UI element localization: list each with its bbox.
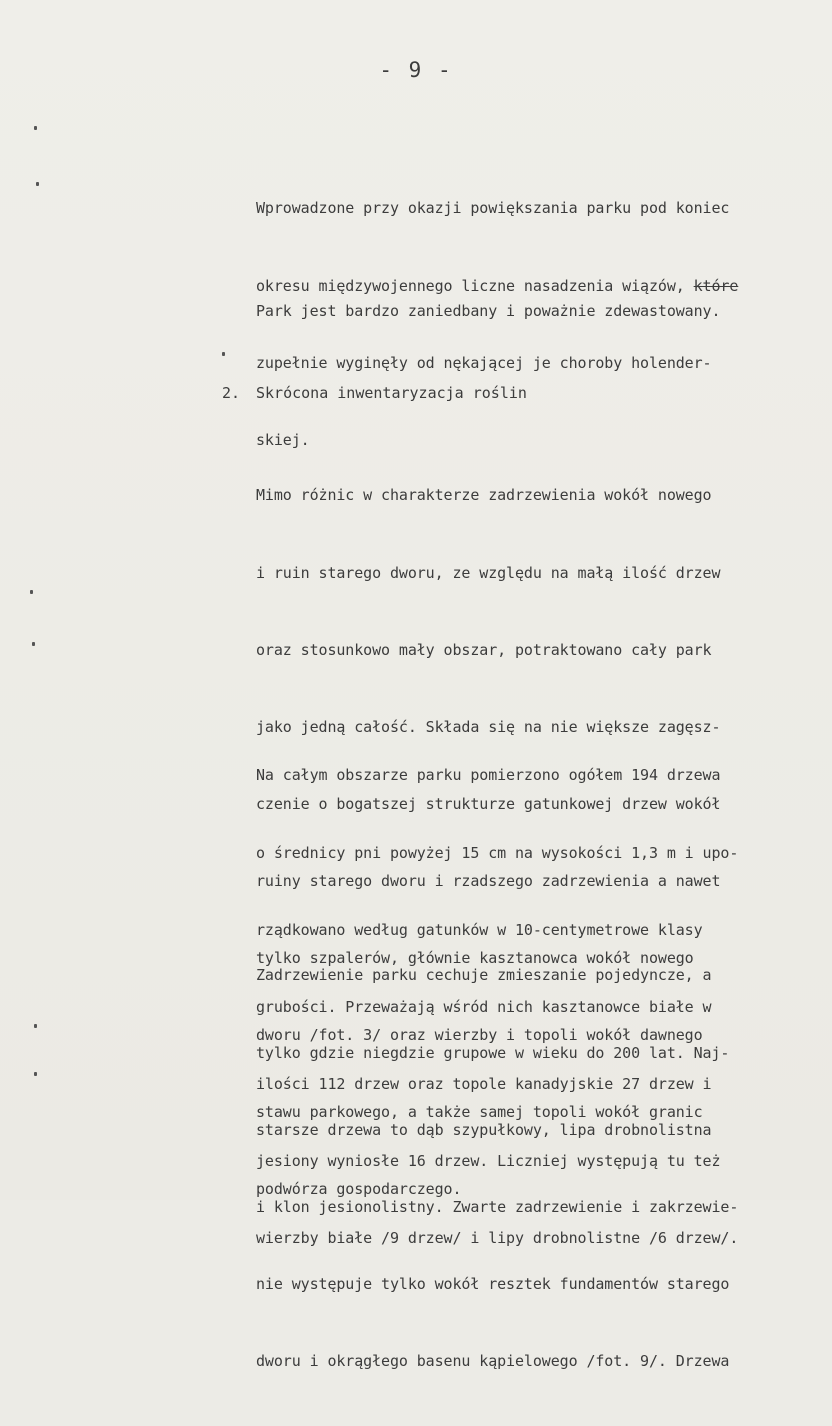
text-line: jako jedną całość. Składa się na nie większe zagęsz-	[256, 717, 721, 736]
paper-speck	[30, 590, 33, 594]
paper-speck	[32, 642, 35, 646]
text-line: o średnicy pni powyżej 15 cm na wysokości 1,3 m i upo-	[256, 843, 739, 862]
text-line: tylko szpalerów, głównie kasztanowca wokół nowego	[256, 948, 694, 967]
text-line: wierzby białe /9 drzew/ i lipy drobnolistne /6 drzew/.	[256, 1228, 739, 1247]
text-line: Zadrzewienie parku cechuje zmieszanie pojedyncze, a	[256, 966, 712, 985]
page-number: - 9 -	[379, 58, 453, 82]
paper-speck	[34, 1024, 37, 1028]
text-line: nie występuje tylko wokół resztek fundamentów starego	[256, 1274, 730, 1293]
text-line: podwórza gospodarczego.	[256, 1180, 462, 1199]
section-number: 2.	[222, 384, 241, 402]
text-line: oraz stosunkowo mały obszar, potraktowano cały park	[256, 640, 712, 659]
paragraph-stand-structure	[256, 912, 816, 1426]
text-line: i ruin starego dworu, ze względu na małą ilość drzew	[256, 563, 721, 582]
text-line: tylko gdzie niegdzie grupowe w wieku do 200 lat. Naj-	[256, 1043, 730, 1062]
text-line: i klon jesionolistny. Zwarte zadrzewienie i zakrzewie-	[256, 1197, 739, 1216]
text-line: ruiny starego dworu i rzadszego zadrzewienia a nawet	[256, 871, 721, 890]
text-line: rządkowano według gatunków w 10-centymetrowe klasy	[256, 920, 703, 939]
struck-word: które	[693, 276, 739, 295]
text-line: Wprowadzone przy okazji powiększania parku pod koniec	[256, 199, 730, 218]
text-line: skiej.	[256, 430, 310, 449]
paper-speck	[34, 126, 37, 130]
paper-speck	[222, 352, 225, 356]
text-line: czenie o bogatszej strukturze gatunkowej drzew wokół	[256, 794, 721, 813]
text-line: dworu i okrągłego basenu kąpielowego /fot. 9/. Drzewa	[256, 1351, 730, 1370]
text-line: Na całym obszarze parku pomierzono ogółem 194 drzewa	[256, 766, 721, 785]
text-line-part: okresu międzywojennego liczne nasadzenia wiązów,	[256, 276, 685, 295]
text-line: Mimo różnic w charakterze zadrzewienia wokół nowego	[256, 486, 712, 505]
text-line: zupełnie wyginęły od nękającej je choroby holender-	[256, 353, 712, 372]
text-line: Park jest bardzo zaniedbany i poważnie zdewastowany.	[256, 302, 721, 321]
paper-speck	[34, 1072, 37, 1076]
text-line: ilości 112 drzew oraz topole kanadyjskie 27 drzew i	[256, 1074, 712, 1093]
text-line: dworu /fot. 3/ oraz wierzby i topoli wokół dawnego	[256, 1026, 703, 1045]
text-line: grubości. Przeważają wśród nich kasztanowce białe w	[256, 997, 712, 1016]
paper-speck	[36, 182, 39, 186]
text-line: stawu parkowego, a także samej topoli wokół granic	[256, 1103, 703, 1122]
text-line: jesiony wyniosłe 16 drzew. Liczniej występują tu też	[256, 1151, 721, 1170]
text-line: starsze drzewa to dąb szypułkowy, lipa drobnolistna	[256, 1120, 712, 1139]
section-heading: Skrócona inwentaryzacja roślin	[256, 384, 527, 402]
paragraph-condition	[256, 248, 816, 377]
